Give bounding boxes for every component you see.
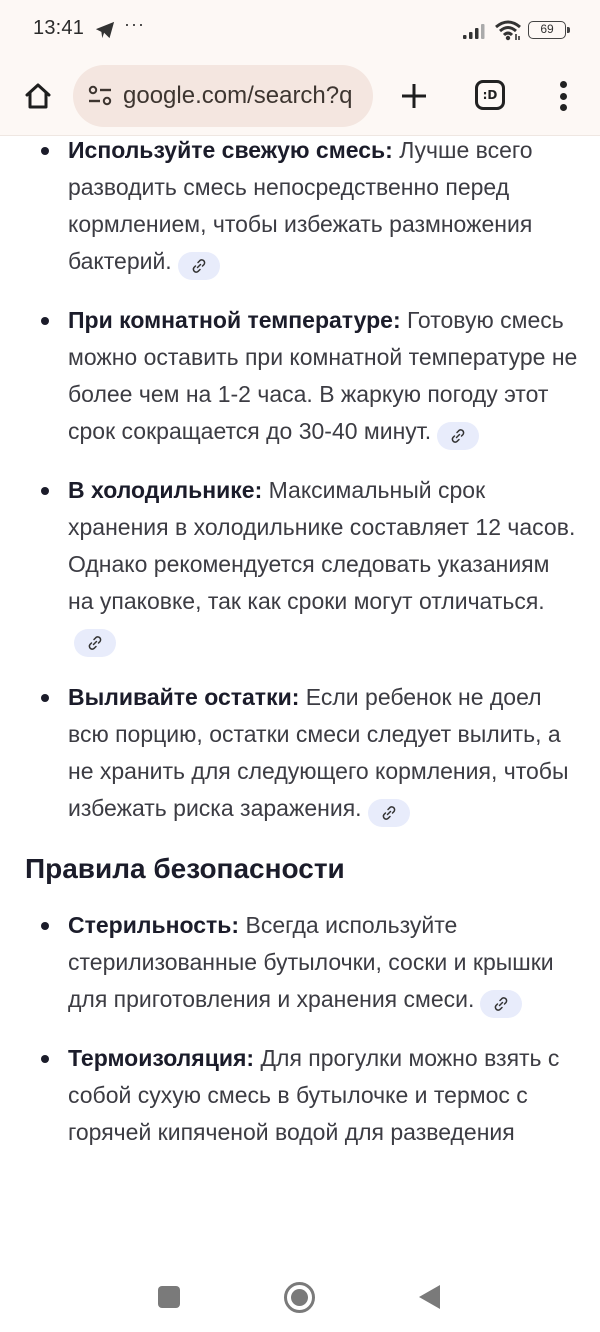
safety-rules-list [0,907,600,1151]
menu-dot [560,93,567,100]
source-link-button[interactable] [178,252,220,280]
list-item [0,1040,600,1151]
source-link-button[interactable] [74,629,116,657]
item-term: В холодильнике: [68,477,263,503]
browser-toolbar [0,58,600,136]
source-link-button[interactable] [368,799,410,827]
tab-switcher-label: :D [482,88,498,102]
item-text: Всегда используйте стерилизованные бутылочки, соски и крышки для приготовления и хранения смеси. [68,912,554,1012]
link-icon [381,805,397,821]
home-button[interactable] [18,76,58,116]
menu-dot [560,104,567,111]
section-heading-safety: Правила безопасности [25,853,345,884]
home-circle-icon[interactable] [284,1282,315,1313]
item-text: Лучше всего разводить смесь непосредственно перед кормлением, чтобы избежать размножения бактерий. [68,137,533,274]
link-icon [450,428,466,444]
item-text: Для прогулки можно взять с собой сухую смесь в бутылочке и термос с горячей кипяченой водой для разведения [68,1045,560,1145]
tune-icon[interactable] [87,85,113,107]
status-time: 13:41 [33,17,85,39]
link-icon [493,996,509,1012]
search-result-content[interactable] [0,136,600,1262]
menu-dot [560,81,567,88]
item-term: Используйте свежую смесь: [68,137,393,163]
list-item [0,472,600,657]
storage-tips-list [0,136,600,827]
wifi-icon [494,19,522,41]
recents-square-icon[interactable] [158,1286,180,1308]
back-triangle-icon[interactable] [419,1285,440,1309]
tab-switcher-button[interactable] [475,80,505,110]
list-item [0,907,600,1018]
item-term: Стерильность: [68,912,240,938]
link-icon [191,258,207,274]
source-link-button[interactable] [480,990,522,1018]
item-text: Максимальный срок хранения в холодильнике составляет 12 часов. Однако рекомендуется следовать указаниям на упаковке, так как сроки могут отличаться. [68,477,576,614]
item-text: Если ребенок не доел всю порцию, остатки смеси следует вылить, а не хранить для следующего кормления, чтобы избежать риска заражения. [68,684,569,821]
more-notifications-icon: ··· [124,14,145,34]
address-bar[interactable] [73,65,373,127]
link-icon [87,635,103,651]
url-text[interactable]: google.com/search?q [123,82,353,109]
battery-icon [528,21,566,39]
more-menu-button[interactable] [553,78,573,114]
new-tab-button[interactable] [395,77,433,115]
list-item [0,302,600,450]
status-bar [0,0,600,58]
source-link-button[interactable] [437,422,479,450]
battery-level: 69 [540,22,554,36]
system-navigation-bar [0,1262,600,1332]
list-item [0,679,600,827]
home-icon [23,81,53,111]
item-term: Термоизоляция: [68,1045,255,1071]
item-text: Готовую смесь можно оставить при комнатной температуре не более чем на 1-2 часа. В жаркую погоду этот срок сокращается до 30-40 минут. [68,307,578,444]
signal-icon [462,22,490,40]
telegram-icon [94,20,116,40]
item-term: При комнатной температуре: [68,307,401,333]
item-term: Выливайте остатки: [68,684,300,710]
list-item [0,136,600,280]
